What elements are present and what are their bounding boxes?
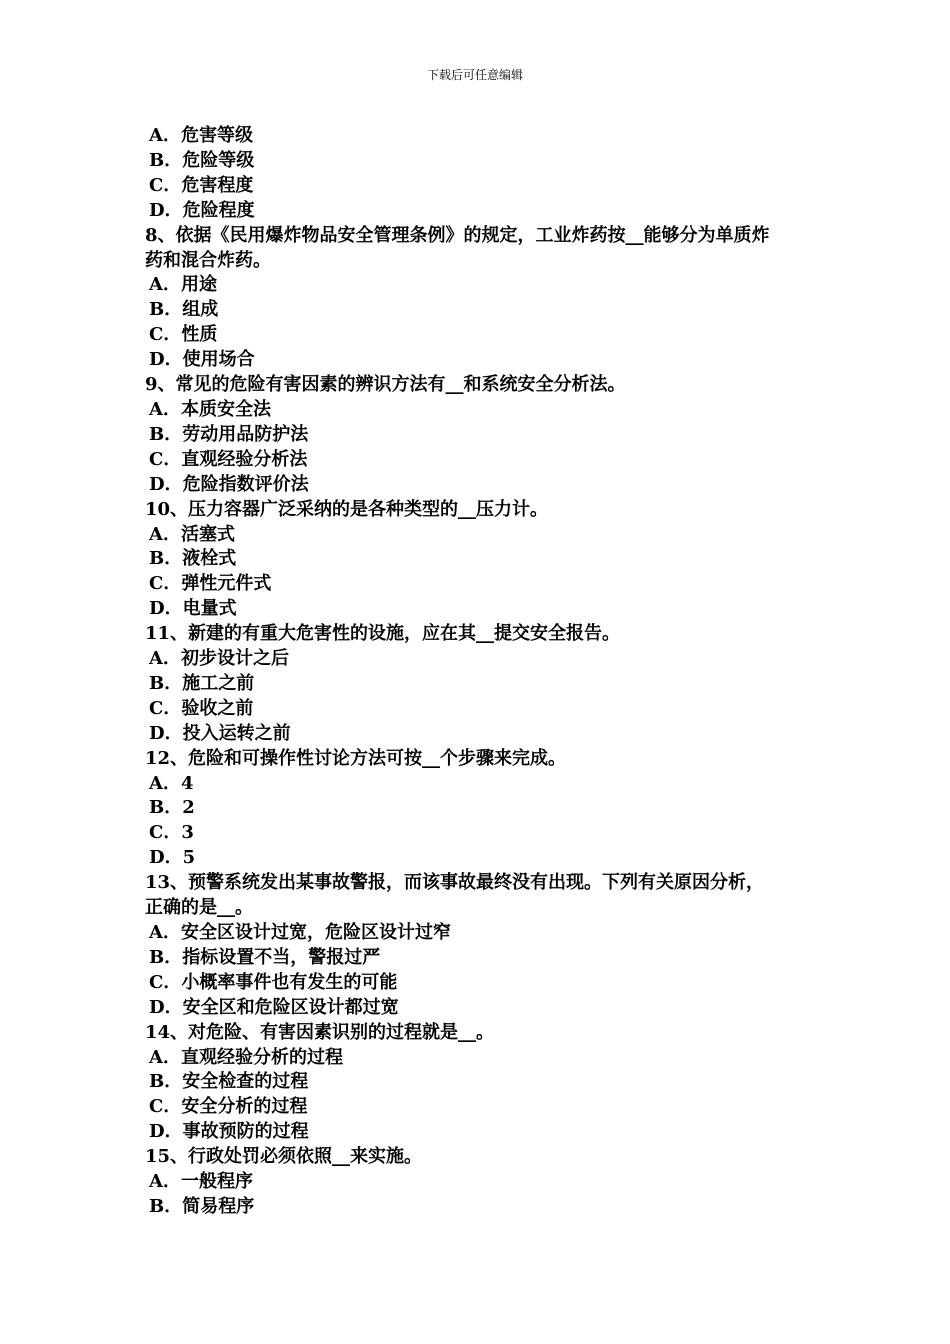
question-14: 14、对危险、有害因素识别的过程就是__。: [145, 1021, 495, 1043]
option-c: C．验收之前: [149, 697, 254, 719]
option-a: A．用途: [149, 274, 217, 296]
option-d: D．事故预防的过程: [149, 1121, 309, 1143]
option-b: B．指标设置不当，警报过严: [149, 946, 381, 968]
option-a: A．安全区设计过宽，危险区设计过窄: [149, 922, 451, 943]
option-c: C．小概率事件也有发生的可能: [149, 971, 398, 993]
option-b: B．劳动用品防护法: [149, 423, 309, 445]
question-15: 15、行政处罚必须依照__来实施。: [145, 1146, 423, 1168]
option-d: D．危险程度: [149, 199, 255, 221]
question-8-line-2: 药和混合炸药。: [145, 249, 271, 271]
option-b: B．危险等级: [149, 149, 255, 171]
option-b: B．安全检查的过程: [149, 1071, 309, 1093]
option-b: B．施工之前: [149, 672, 255, 694]
question-12: 12、危险和可操作性讨论方法可按__个步骤来完成。: [145, 747, 567, 769]
option-b: B．液栓式: [149, 548, 237, 570]
question-8-line-1: 8、依据《民用爆炸物品安全管理条例》的规定，工业炸药按__能够分为单质炸: [145, 224, 770, 246]
option-b: B．简易程序: [149, 1195, 255, 1217]
question-list: [145, 124, 810, 1220]
option-a: A．4: [149, 772, 194, 794]
option-a: A．本质安全法: [149, 398, 271, 420]
option-d: D．危险指数评价法: [149, 473, 309, 495]
option-d: D．使用场合: [149, 349, 255, 371]
option-c: C．危害程度: [149, 174, 254, 196]
option-a: A．活塞式: [149, 523, 235, 545]
option-c: C．弹性元件式: [149, 573, 272, 595]
option-d: D．投入运转之前: [149, 722, 291, 744]
question-9: 9、常见的危险有害因素的辨识方法有__和系统安全分析法。: [145, 374, 626, 396]
option-a: A．直观经验分析的过程: [149, 1046, 343, 1068]
question-13-line-2: 正确的是__。: [145, 897, 253, 919]
option-b: B．2: [149, 797, 195, 819]
option-c: C．直观经验分析法: [149, 448, 308, 470]
option-c: C．3: [149, 822, 194, 844]
page-header: 下载后可任意编辑: [426, 68, 523, 82]
option-b: B．组成: [149, 299, 219, 321]
option-a: A．初步设计之后: [149, 648, 289, 670]
option-a: A．危害等级: [149, 125, 253, 146]
question-10: 10、压力容器广泛采纳的是各种类型的__压力计。: [145, 498, 549, 520]
option-d: D．电量式: [149, 598, 237, 620]
option-d: D．5: [149, 847, 196, 869]
option-c: C．性质: [149, 324, 218, 346]
option-c: C．安全分析的过程: [149, 1096, 308, 1118]
option-a: A．一般程序: [149, 1171, 253, 1193]
question-11: 11、新建的有重大危害性的设施，应在其__提交安全报告。: [145, 623, 621, 645]
option-d: D．安全区和危险区设计都过宽: [149, 996, 399, 1018]
question-13-line-1: 13、预警系统发出某事故警报，而该事故最终没有出现。下列有关原因分析，: [145, 872, 765, 894]
